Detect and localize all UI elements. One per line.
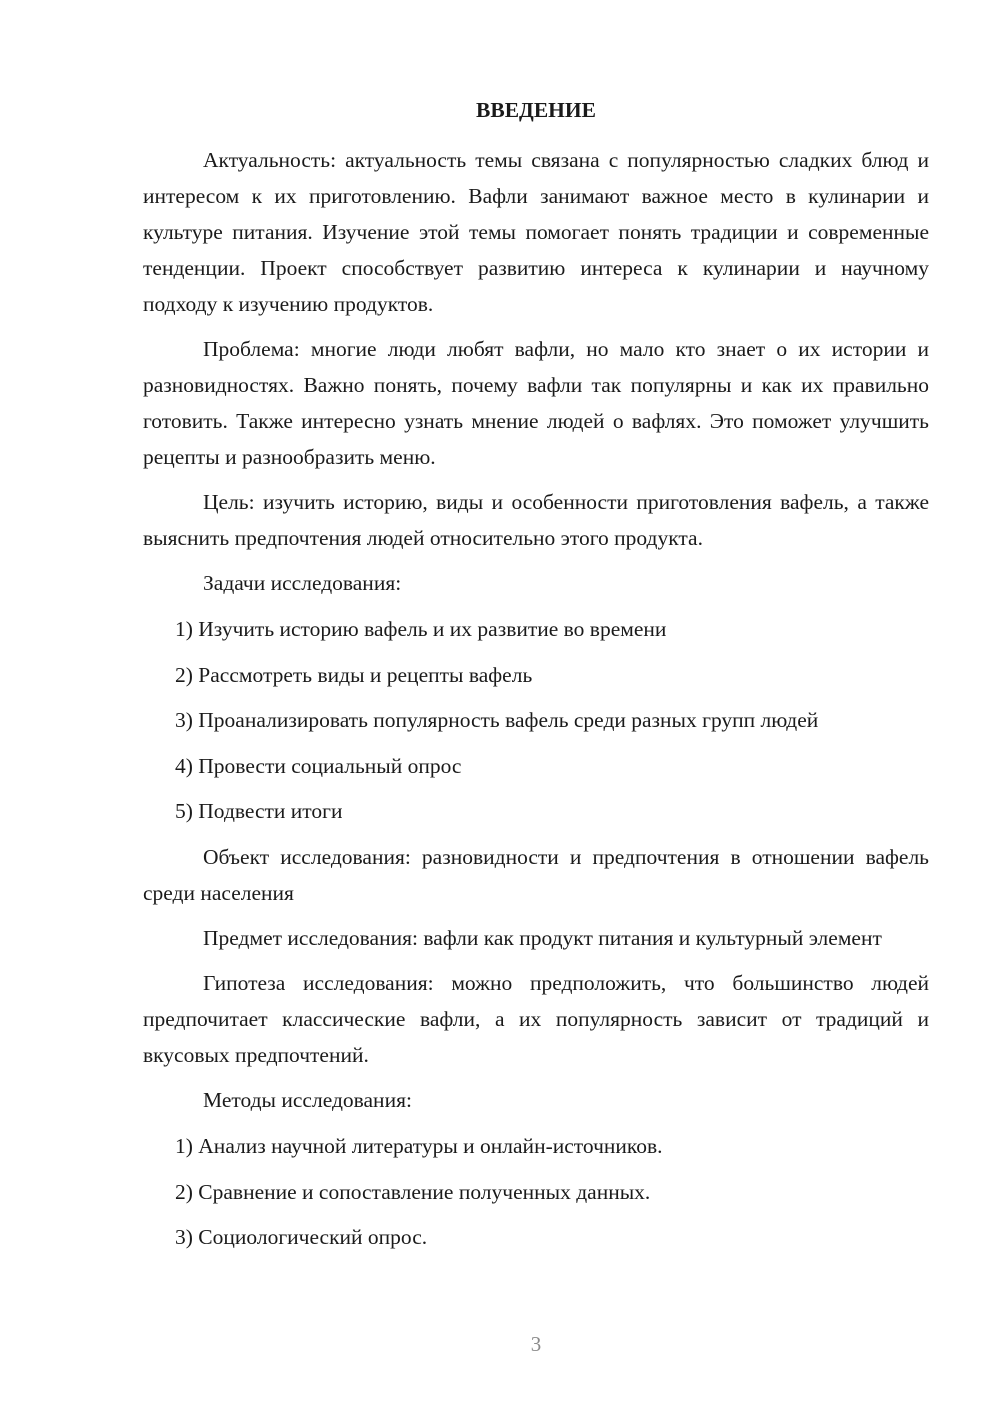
page-number: 3 [530,1332,542,1356]
list-item: 5) Подвести итоги [175,799,343,823]
list-item: 1) Изучить историю вафель и их развитие во времени [175,617,667,641]
hypothesis-paragraph: Гипотеза исследования: можно предположить, что большинство людей предпочитает классические вафли, а их популярность зависит от традиций и вкусовых предпочтений. [143,971,929,1067]
list-item: 2) Сравнение и сопоставление полученных данных. [175,1179,651,1204]
section-title: ВВЕДЕНИЕ [476,98,596,122]
tasks-list [143,611,929,829]
relevance-paragraph: Актуальность: актуальность темы связана с популярностью сладких блюд и интересом к их приготовлению. Вафли занимают важное место в кулинарии и культуре питания. Изучение этой темы помогает понять традиции и современные тенденции. Проект способствует развитию интереса к кулинарии и научному подходу к изучению продуктов. [143,148,929,316]
goal-paragraph: Цель: изучить историю, виды и особенности приготовления вафель, а также выяснить предпочтения людей относительно этого продукта. [143,490,929,550]
list-item: 3) Проанализировать популярность вафель среди разных групп людей [175,708,819,732]
tasks-label: Задачи исследования: [203,571,402,595]
list-item: 4) Провести социальный опрос [175,753,462,778]
problem-paragraph: Проблема: многие люди любят вафли, но мало кто знает о их истории и разновидностях. Важно понять, почему вафли так популярны и как их правильно готовить. Также интересно узнать мнение людей о вафлях. Это поможет улучшить рецепты и разнообразить меню. [143,337,929,469]
list-item: 3) Социологический опрос. [175,1225,428,1249]
methods-label: Методы исследования: [203,1088,412,1112]
subject-paragraph: Предмет исследования: вафли как продукт питания и культурный элемент [203,926,882,950]
methods-list [143,1128,929,1255]
object-paragraph: Объект исследования: разновидности и предпочтения в отношении вафель среди населения [143,845,929,905]
list-item: 1) Анализ научной литературы и онлайн-источников. [175,1134,663,1158]
document-page [143,92,929,1265]
list-item: 2) Рассмотреть виды и рецепты вафель [175,662,533,687]
